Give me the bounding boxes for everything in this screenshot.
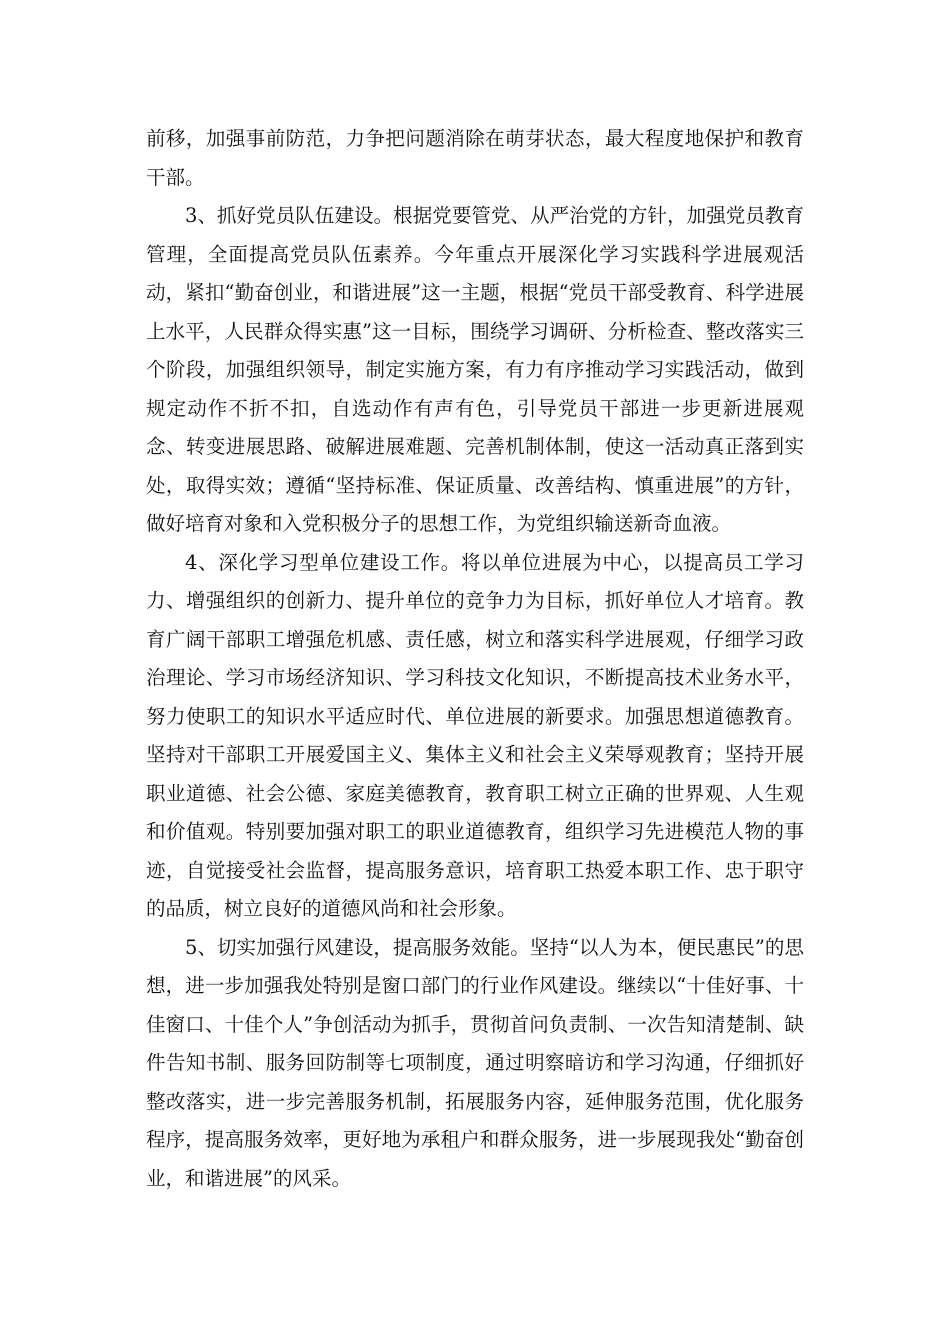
document-body xyxy=(146,120,804,1198)
paragraph-industry-style: 5、切实加强行风建设，提高服务效能。坚持“以人为本，便民惠民”的思想，进一步加强我处特别是窗口部门的行业作风建设。继续以“十佳好事、十佳窗口、十佳个人”争创活动为抓手，贯彻首问负责制、一次告知清楚制、缺件告知书制、服务回防制等七项制度，通过明察暗访和学习沟通，仔细抓好整改落实，进一步完善服务机制，拓展服务内容，延伸服务范围，优化服务程序，提高服务效率，更好地为承租户和群众服务，进一步展现我处“勤奋创业，和谐进展”的风采。 xyxy=(146,935,804,1190)
paragraph-learning-organization: 4、深化学习型单位建设工作。将以单位进展为中心，以提高员工学习力、增强组织的创新力、提升单位的竞争力为目标，抓好单位人才培育。教育广阔干部职工增强危机感、责任感，树立和落实科学进展观，仔细学习政治理论、学习市场经济知识、学习科技文化知识，不断提高技术业务水平，努力使职工的知识水平适应时代、单位进展的新要求。加强思想道德教育。坚持对干部职工开展爱国主义、集体主义和社会主义荣辱观教育；坚持开展职业道德、社会公德、家庭美德教育，教育职工树立正确的世界观、人生观和价值观。特别要加强对职工的职业道德教育，组织学习先进模范人物的事迹，自觉接受社会监督，提高服务意识，培育职工热爱本职工作、忠于职守的品质，树立良好的道德风尚和社会形象。 xyxy=(146,550,804,920)
paragraph-continuation: 前移，加强事前防范，力争把问题消除在萌芽状态，最大程度地保护和教育干部。 xyxy=(146,127,804,189)
paragraph-party-member-team: 3、抓好党员队伍建设。根据党要管党、从严治党的方针，加强党员教育管理，全面提高党员队伍素养。今年重点开展深化学习实践科学进展观活动，紧扣“勤奋创业，和谐进展”这一主题，根据“党员干部受教育、科学进展上水平，人民群众得实惠”这一目标，围绕学习调研、分析检查、整改落实三个阶段，加强组织领导，制定实施方案，有力有序推动学习实践活动，做到规定动作不折不扣，自选动作有声有色，引导党员干部进一步更新进展观念、转变进展思路、破解进展难题、完善机制体制，使这一活动真正落到实处，取得实效；遵循“坚持标准、保证质量、改善结构、慎重进展”的方针，做好培育对象和入党积极分子的思想工作，为党组织输送新奇血液。 xyxy=(146,204,804,535)
